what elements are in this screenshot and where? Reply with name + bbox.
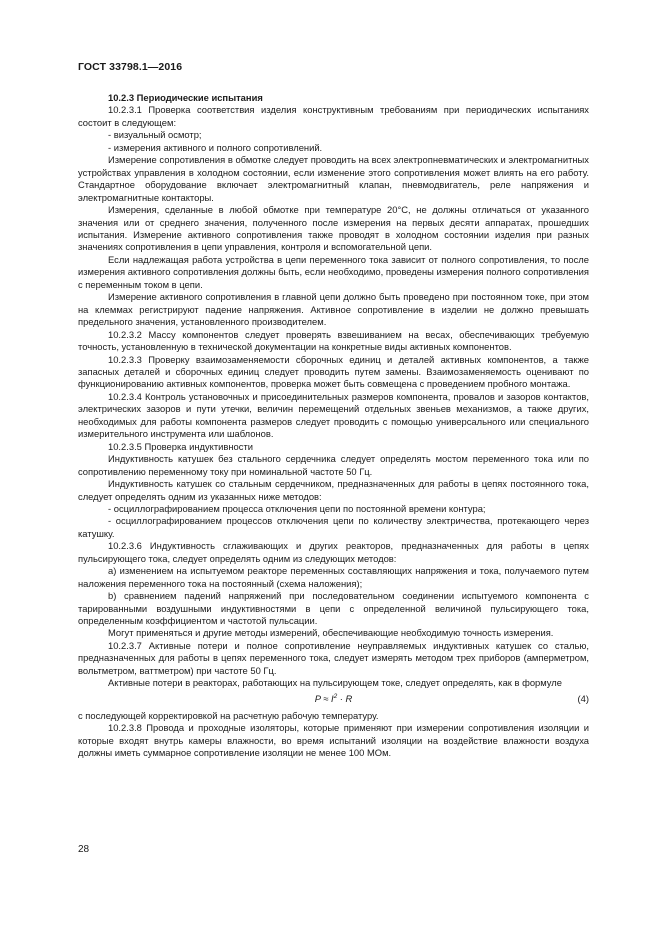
list-item: - измерения активного и полного сопротивлений. [108,141,323,153]
paragraph: Если надлежащая работа устройства в цепи переменного тока зависит от полного сопротивления, то после измерения активного сопротивления должны быть, если необходимо, проведены измерения полного сопротивления с переменным током в цепи. [78,253,589,290]
formula-exponent: 2 [333,692,338,700]
section-heading: 10.2.3 Периодические испытания [108,92,263,103]
subsection-heading: 10.2.3.5 Проверка индуктивности [108,440,253,452]
paragraph: Активные потери в реакторах, работающих на пульсирующем токе, следует определять, как в формуле [108,677,562,689]
list-item: - осциллографированием процессов отключения цепи по количеству электричества, протекающего через катушку. [78,515,589,539]
paragraph: 10.2.3.7 Активные потери и полное сопротивление неуправляемых индуктивных катушек со сталью, предназначенных для работы в цепях переменного тока, следует измерять методом трех приборов (амперметром, вольтметром, ваттметром) при частоте 50 Гц. [78,639,589,676]
formula [78,692,589,709]
paragraph: 10.2.3.6 Индуктивность сглаживающих и других реакторов, предназначенных для работы в цепях пульсирующего тока, следует определять одним из следующих методов: [78,540,589,564]
list-item: b) сравнением падений напряжений при последовательном соединении испытуемого компонента с тарированными воздушными индуктивностями в цепи с определенной величиной пульсирующего тока, определенным коэффициентом и частотой пульсации. [78,590,589,627]
formula-rhs: · R [337,692,353,704]
paragraph: 10.2.3.4 Контроль установочных и присоединительных размеров компонента, провалов и зазоров контактов, электрических зазоров и пути утечки, величин перемещений отдельных звеньев механизмов, а также других, необходимых для работы компонента размеров следует проводить с помощью универсального или специального измерительного инструмента или шаблонов. [78,390,589,440]
paragraph: 10.2.3.3 Проверку взаимозаменяемости сборочных единиц и деталей активных компонентов, а также запасных деталей и сборочных единиц следует проводить путем замены. Взаимозаменяемость оценивают по функционированию активных компонентов, проверка может быть совмещена с проведением пробного монтажа. [78,353,589,390]
list-item: - осциллографированием процесса отключения цепи по постоянной времени контура; [108,502,486,514]
paragraph: Измерение активного сопротивления в главной цепи должно быть проведено при постоянном токе, при этом на клеммах регистрируют падение напряжения. Активное сопротивление в изделии не должно превышать предельного значения, установленного производителем. [78,291,589,328]
list-item: a) изменением на испытуемом реакторе переменных составляющих напряжения и тока, получаемого путем наложения переменного тока на постоянный (схема наложения); [78,565,589,589]
paragraph: Индуктивность катушек со стальным сердечником, предназначенных для работы в цепях постоянного тока, следует определять одним из указанных ниже методов: [78,478,589,502]
paragraph: 10.2.3.1 Проверка соответствия изделия конструктивным требованиям при периодических испытаниях состоит в следующем: [78,104,589,128]
document-body [78,92,589,760]
page-number: 28 [78,844,90,855]
paragraph: Измерение сопротивления в обмотке следует проводить на всех электропневматических и электромагнитных устройствах управления в холодном состоянии, если изменение этого сопротивления может влиять на его работу. Стандартное оборудование включает электромагнитный клапан, пневмодвигатель, реле напряжения и электромагнитные контакторы. [78,154,589,203]
paragraph: Могут применяться и другие методы измерений, обеспечивающие необходимую точность измерения. [108,627,554,639]
paragraph: 10.2.3.8 Провода и проходные изоляторы, которые применяют при измерении сопротивления изоляции и которые входят внутрь камеры влажности, во время испытаний изоляции на воздействие влажности воздуха должны иметь суммарное сопротивление изоляции не менее 100 МОм. [78,722,589,759]
paragraph: 10.2.3.2 Массу компонентов следует проверять взвешиванием на весах, обеспечивающих требуемую точность, установленную в технической документации на конкретные виды активных компонентов. [78,328,589,353]
formula-expression [78,693,589,705]
formula-number: (4) [577,692,589,704]
formula-lhs: P ≈ I [314,692,334,704]
paragraph: с последующей корректировкой на расчетную рабочую температуру. [78,709,379,721]
paragraph: Измерения, сделанные в любой обмотке при температуре 20°С, не должны отличаться от указанного значения или от среднего значения, полученного после измерения на первых десяти аппаратах, прошедших испытания. Измерение активного сопротивления также проводят в холодном состоянии изделия при разных значениях сопротивления в цепи управления, контроля и вспомогательной цепи. [78,204,589,253]
paragraph: Индуктивность катушек без стального сердечника следует определять мостом переменного тока или по сопротивлению переменному току при номинальной частоте 50 Гц. [78,453,589,477]
list-item: - визуальный осмотр; [108,129,202,141]
document-header: ГОСТ 33798.1—2016 [78,61,183,73]
